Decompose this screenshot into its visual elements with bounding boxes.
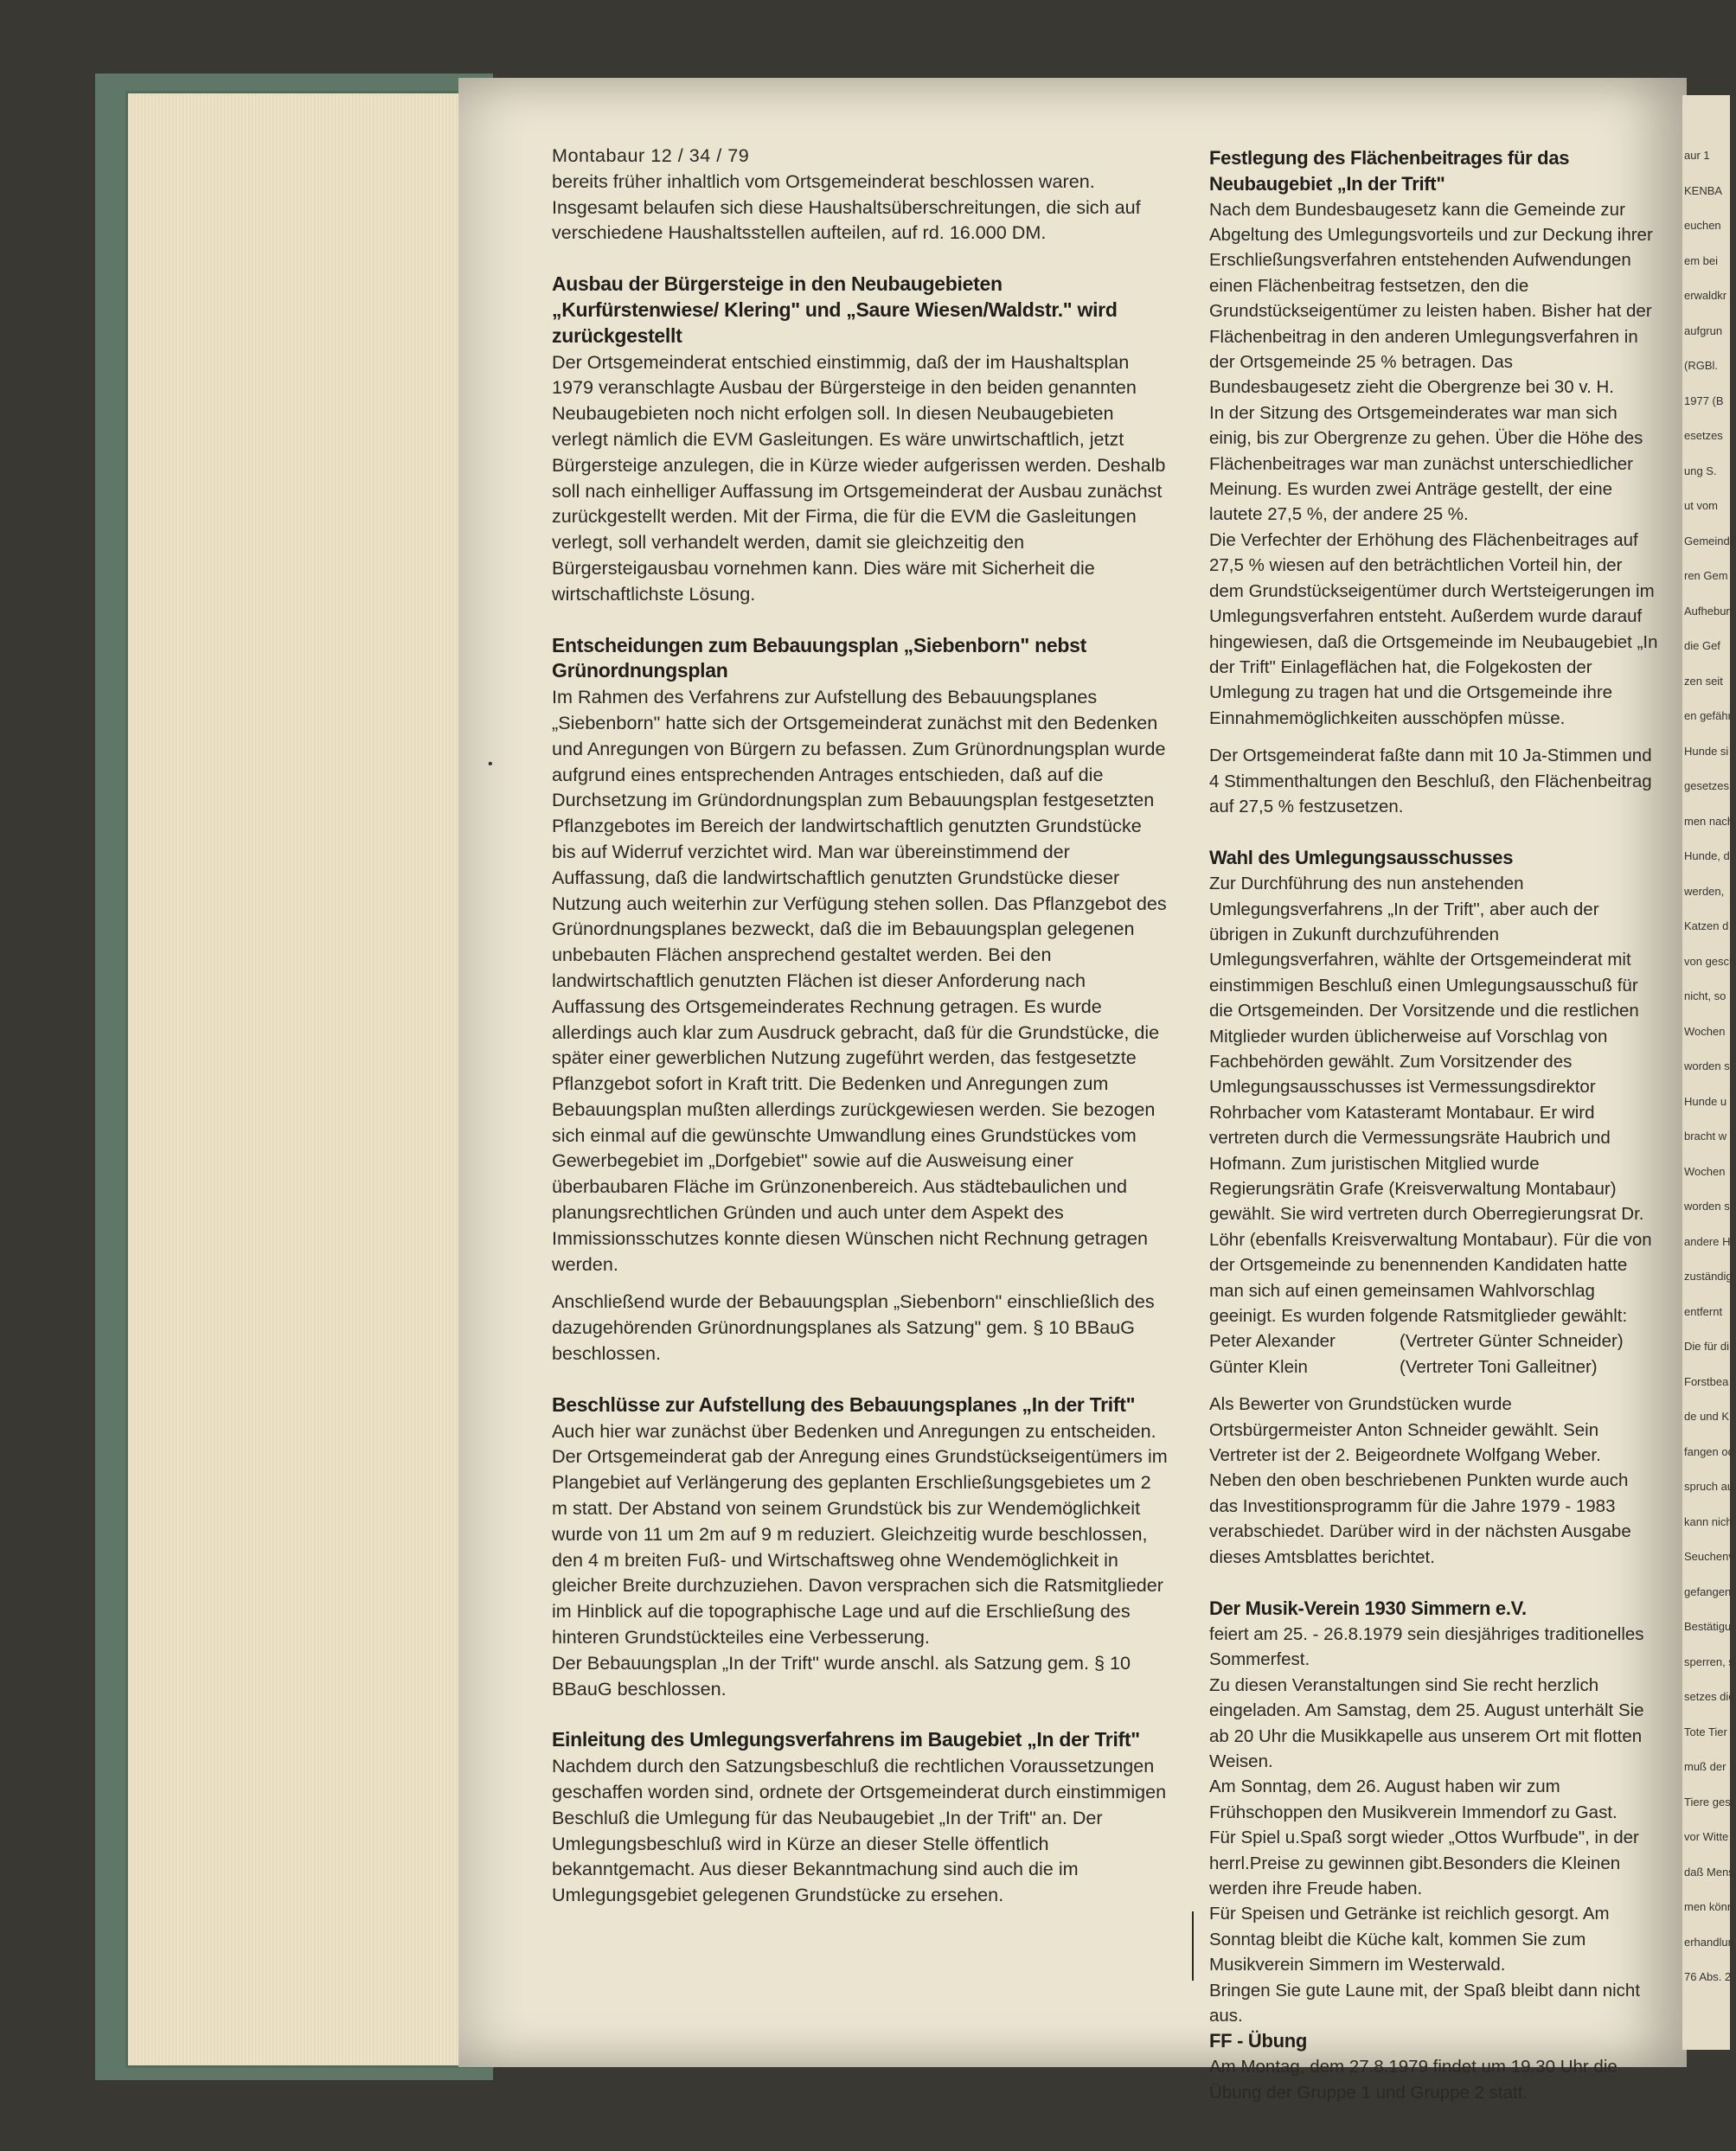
- adjacent-page-fragment: erhandlun: [1684, 1935, 1734, 1949]
- adjacent-page-fragment: spruch au: [1684, 1480, 1734, 1493]
- section-body-flaechenbeitrag-2: In der Sitzung des Ortsgemeinderates war man sich einig, bis zur Obergrenze zu gehen. Über die Höhe des Flächenbeitrages war man zunächst unterschiedlicher Meinung. Es wurden zwei Anträge gestellt, der eine lautete 27,5 %, der andere 25 %.: [1209, 402, 1643, 525]
- member-representative: (Vertreter Toni Galleitner): [1400, 1356, 1598, 1377]
- adjacent-page-fragment: Bestätigu: [1684, 1620, 1732, 1633]
- adjacent-page-fragment: gesetzes: [1684, 779, 1730, 792]
- adjacent-page-fragment: Tote Tier: [1684, 1725, 1727, 1738]
- section-body-trift-bebauungsplan-2: Der Bebauungsplan „In der Trift" wurde anschl. als Satzung gem. § 10 BBauG beschlossen.: [552, 1651, 1131, 1700]
- adjacent-page-fragment: em bei: [1684, 253, 1719, 267]
- section-title-ff-uebung: FF - Übung: [1209, 2030, 1308, 2052]
- adjacent-page-fragment: zen seit: [1684, 674, 1723, 688]
- section-title-umlegungsausschuss: Wahl des Umlegungsausschusses: [1209, 847, 1514, 869]
- adjacent-page-fragment: aufgrun: [1684, 323, 1723, 337]
- right-column: [1209, 145, 1659, 2105]
- column-rule: [1192, 1911, 1194, 1981]
- section-title-umlegungsverfahren: Einleitung des Umlegungsverfahrens im Baugebiet „In der Trift": [552, 1728, 1140, 1751]
- left-column: [552, 143, 1170, 1908]
- section-body-musikverein-2: Zu diesen Veranstaltungen sind Sie recht herzlich eingeladen. Am Samstag, dem 25. August unterhält Sie ab 20 Uhr die Musikkapelle aus unserem Ort mit flotten Weisen.: [1209, 1674, 1644, 1771]
- adjacent-page-fragment: aur 1: [1684, 149, 1710, 162]
- adjacent-page-fragment: (RGBl.: [1684, 359, 1718, 372]
- section-body-ff-uebung: Am Montag, dem 27.8.1979 findet um 19.30 Uhr die Übung der Gruppe 1 und Gruppe 2 statt.: [1209, 2057, 1617, 2103]
- adjacent-page-fragment: die Gef: [1684, 639, 1720, 652]
- adjacent-page-fragment: worden s: [1684, 1059, 1730, 1072]
- adjacent-page-fragment: en gefähr: [1684, 709, 1732, 722]
- adjacent-page-fragment: erwaldkr: [1684, 289, 1727, 302]
- adjacent-page-fragment: 1977 (B: [1684, 394, 1724, 407]
- adjacent-page-fragment: ut vom: [1684, 499, 1719, 512]
- section-body-trift-bebauungsplan: Auch hier war zunächst über Bedenken und Anregungen zu entscheiden. Der Ortsgemeinderat gab der Anregung eines Grundstückseigentümers im Plangebiet auf Verlängerung des geplanten Erschließungsgebietes um 2 m statt. Der Abstand von seinem Grundstück bis zur Wendemöglichkeit wurde von 11 um 2m auf 9 m reduziert. Gleichzeitig wurde beschlossen, den 4 m breiten Fuß- und Wirtschaftsweg ohne Wendemöglichkeit in gleicher Breite durchzuziehen. Davon versprachen sich die Ratsmitglieder im Hinblick auf die topographische Lage und auf die Erschließung des hinteren Grundstückteiles eine Verbesserung.: [552, 1419, 1168, 1648]
- section-body-flaechenbeitrag-3: Die Verfechter der Erhöhung des Flächenbeitrages auf 27,5 % wiesen auf den beträchtlichen Vorteil hin, der dem Grundstückseigentümer durch Wertsteigerungen im Umlegungsverfahren entsteht. Außerdem wurde darauf hingewiesen, daß die Ortsgemeinde im Neubaugebiet „In der Trift" Einlageflächen hat, die Folgekosten der Umlegung zu tragen hat und die Ortsgemeinde ihre Einnahmemöglichkeiten ausschöpfen müsse.: [1209, 529, 1658, 728]
- member-row: [1209, 1328, 1659, 1354]
- section-title-buergersteige: Ausbau der Bürgersteige in den Neubaugebieten „Kurfürstenwiese/ Klering" und „Saure Wiesen/Waldstr." wird zurückgestellt: [552, 272, 1118, 347]
- adjacent-page-fragment: ung S.: [1684, 464, 1717, 477]
- adjacent-page-fragment: Hunde, d: [1684, 849, 1730, 862]
- adjacent-page-fragment: men könn: [1684, 1900, 1734, 1913]
- adjacent-page-fragment: zuständig: [1684, 1270, 1733, 1283]
- adjacent-page-fragment: vor Witte: [1684, 1830, 1729, 1843]
- adjacent-page-fragment: euchen: [1684, 219, 1721, 232]
- adjacent-page-fragment: Forstbea: [1684, 1374, 1729, 1388]
- section-body-bewerter: Als Bewerter von Grundstücken wurde Ortsbürgermeister Anton Schneider gewählt. Sein Vertreter ist der 2. Beigeordnete Wolfgang Weber.: [1209, 1394, 1601, 1466]
- adjacent-page-fragment: sperren, s: [1684, 1655, 1734, 1668]
- section-body-investitionsprogramm: Neben den oben beschriebenen Punkten wurde auch das Investitionsprogramm für die Jahre 1979 - 1983 verabschiedet. Darüber wird in der nächsten Ausgabe dieses Amtsblattes berichtet.: [1209, 1470, 1631, 1567]
- adjacent-page-fragment: Wochen: [1684, 1024, 1726, 1038]
- section-body-flaechenbeitrag: Nach dem Bundesbaugesetz kann die Gemeinde zur Abgeltung des Umlegungsvorteils und zur Deckung ihrer Erschließungsverfahren entstehenden Aufwendungen einen Flächenbeitrag festsetzen, den die Grundstückseigentümer zu leisten haben. Bisher hat der Flächenbeitrag in den anderen Umlegungsverfahren in der Ortsgemeinde 25 % betragen. Das Bundesbaugesetz zieht die Obergrenze bei 30 v. H.: [1209, 199, 1653, 398]
- section-body-siebenborn: Im Rahmen des Verfahrens zur Aufstellung des Bebauungsplanes „Siebenborn" hatte sich der Ortsgemeinderat zunächst mit den Bedenken und Anregungen von Bürgern zu befassen. Zum Grünordnungsplan wurde aufgrund eines entsprechenden Antrages entschieden, daß auf die Durchsetzung im Gründordnungsplan zum Bebauungsplan festgesetzten Pflanzgebotes im Bereich der landwirtschaftlich genutzten Grundstücke bis auf Widerruf verzichtet wird. Man war übereinstimmend der Auffassung, daß die landwirtschaftlich genutzten Grundstücke dieser Nutzung auch weiterhin zur Verfügung stehen sollen. Das Pflanzgebot des Grünordnungsplanes bezweckt, daß die im Bebauungsplan gelegenen unbebauten Flächen ansprechend gestaltet werden. Bei den landwirtschaftlich genutzten Flächen ist dieser Anforderung nach Auffassung des Ortsgemeinderates Rechnung getragen. Es wurde allerdings auch klar zum Ausdruck gebracht, daß für die Grundstücke, die später einer gewerblichen Nutzung zugeführt werden, das festgesetzte Pflanzgebot sofort in Kraft tritt. Die Bedenken und Anregungen zum Bebauungsplan mußten allerdings zurückgewiesen werden. Sie bezogen sich einmal auf die gewünschte Umwandlung eines Grundstückes vom Gewerbegebiet im „Dorfgebiet" sowie auf die Ausweisung einer überbaubaren Fläche im Grünzonenbereich. Aus städtebaulichen und planungsrechtlichen Gründen und auch unter dem Aspekt des Immissionsschutzes konnte diesen Wünschen nicht Rechnung getragen werden.: [552, 686, 1167, 1275]
- section-body-buergersteige: Der Ortsgemeinderat entschied einstimmig, daß der im Haushaltsplan 1979 veranschlagte Ausbau der Bürgersteige in den beiden genannten Neubaugebieten noch nicht erfolgen soll. In diesen Neubaugebieten verlegt nämlich die EVM Gasleitungen. Es wäre unwirtschaftlich, jetzt Bürgersteige anzulegen, die in Kürze wieder aufgerissen werden. Deshalb soll nach einhelliger Auffassung im Ortsgemeinderat der Ausbau zunächst zurückgestellt werden. Mit der Firma, die für die EVM die Gasleitungen verlegt, soll verhandelt werden, damit sie gleichzeitig den Bürgersteigausbau vornehmen kann. Dies wäre mit Sicherheit die wirtschaftlichste Lösung.: [552, 350, 1166, 605]
- adjacent-page-fragment: worden s: [1684, 1200, 1730, 1213]
- adjacent-page-fragment: Katzen d: [1684, 919, 1729, 932]
- adjacent-page-fragment: de und K: [1684, 1410, 1730, 1423]
- section-title-siebenborn: Entscheidungen zum Bebauungsplan „Siebenborn" nebst Grünordnungsplan: [552, 633, 1086, 682]
- adjacent-page-fragment: werden,: [1684, 884, 1725, 898]
- section-body-umlegungsausschuss: Zur Durchführung des nun anstehenden Umlegungsverfahrens „In der Trift", aber auch der übrigen in Zukunft durchzuführenden Umlegungsverfahren, wählte der Ortsgemeinderat mit einstimmigen Beschluß einen Umlegungsausschuß für die Ortsgemeinden. Der Vorsitzende und die restlichen Mitglieder wurden üblicherweise auf Vorschlag von Fachbehörden gewählt. Zum Vorsitzender des Umlegungsausschusses ist Vermessungsdirektor Rohrbacher vom Katasteramt Montabaur. Er wird vertreten durch die Vermessungsräte Haubrich und Hofmann. Zum juristischen Mitglied wurde Regierungsrätin Grafe (Kreisverwaltung Montabaur) gewählt. Sie wird vertreten durch Oberregierungsrat Dr. Löhr (ebenfalls Kreisverwaltung Montabaur). Für die von der Ortsgemeinde zu benennenden Kandidaten hatte man sich auf einen gemeinsamen Wahlvorschlag geeinigt. Es wurden folgende Ratsmitglieder gewählt:: [1209, 874, 1652, 1327]
- adjacent-page-fragment: ren Gem: [1684, 569, 1728, 582]
- member-name: Peter Alexander: [1209, 1331, 1336, 1352]
- page-block-edge: [125, 91, 494, 2068]
- adjacent-page-fragment: Seuchenv: [1684, 1550, 1734, 1563]
- member-row: [1209, 1354, 1659, 1380]
- section-body-umlegungsverfahren: Nachdem durch den Satzungsbeschluß die rechtlichen Voraussetzungen geschaffen worden sind, ordnete der Ortsgemeinderat durch einstimmigen Beschluß die Umlegung für das Neubaugebiet „In der Trift" an. Der Umlegungsbeschluß wird in Kürze an dieser Stelle öffentlich bekanntgemacht. Aus dieser Bekanntmachung sind auch die im Umlegungsgebiet gelegenen Grundstücke zu ersehen.: [552, 1755, 1167, 1906]
- section-body-siebenborn-2: Anschließend wurde der Bebauungsplan „Siebenborn" einschließlich des dazugehörenden Grünordnungsplanes als Satzung" gem. § 10 BBauG beschlossen.: [552, 1290, 1155, 1365]
- adjacent-page-text: [1684, 138, 1736, 1995]
- adjacent-page-fragment: Hunde u: [1684, 1094, 1727, 1108]
- section-body-musikverein: feiert am 25. - 26.8.1979 sein diesjähriges traditionelles Sommerfest.: [1209, 1623, 1644, 1670]
- adjacent-page-fragment: daß Mens: [1684, 1865, 1734, 1879]
- adjacent-page-fragment: nicht, so: [1684, 989, 1726, 1002]
- adjacent-page-fragment: KENBA: [1684, 183, 1723, 197]
- section-body-musikverein-4: Für Spiel u.Spaß sorgt wieder „Ottos Wurfbude", in der herrl.Preise zu gewinnen gibt.Besonders die Kleinen werden ihre Freude haben.: [1209, 1828, 1639, 1898]
- adjacent-page-fragment: von gesch: [1684, 954, 1736, 968]
- adjacent-page-fragment: Gemeinde: [1684, 534, 1736, 547]
- section-body-flaechenbeitrag-4: Der Ortsgemeinderat faßte dann mit 10 Ja-Stimmen und 4 Stimmenthaltungen den Beschluß, den Flächenbeitrag auf 27,5 % festzusetzen.: [1209, 746, 1652, 816]
- page-header: Montabaur 12 / 34 / 79: [552, 144, 750, 166]
- member-name: Günter Klein: [1209, 1356, 1308, 1377]
- section-body-musikverein-5: Für Speisen und Getränke ist reichlich gesorgt. Am Sonntag bleibt die Küche kalt, kommen Sie zum Musikverein Simmern im Westerwald.: [1209, 1904, 1610, 1975]
- adjacent-page-fragment: Hunde si: [1684, 744, 1729, 758]
- adjacent-page-fragment: kann nich: [1684, 1514, 1733, 1528]
- adjacent-page-fragment: andere H: [1684, 1234, 1731, 1248]
- adjacent-page-fragment: men nach: [1684, 814, 1734, 828]
- adjacent-page-fragment: Wochen: [1684, 1164, 1726, 1178]
- section-title-flaechenbeitrag: Festlegung des Flächenbeitrages für das Neubaugebiet „In der Trift": [1209, 147, 1570, 195]
- adjacent-page-edge: [1682, 95, 1736, 2050]
- section-title-trift-bebauungsplan: Beschlüsse zur Aufstellung des Bebauungsplanes „In der Trift": [552, 1392, 1136, 1416]
- margin-mark: •: [488, 757, 493, 771]
- adjacent-page-fragment: setzes die: [1684, 1690, 1735, 1703]
- adjacent-page-fragment: gefangen: [1684, 1584, 1732, 1598]
- section-title-musikverein: Der Musik-Verein 1930 Simmern e.V.: [1209, 1597, 1527, 1620]
- adjacent-page-fragment: bracht w: [1684, 1130, 1727, 1143]
- intro-paragraph: bereits früher inhaltlich vom Ortsgemeinderat beschlossen waren. Insgesamt belaufen sich diese Haushaltsüberschreitungen, die sich auf verschiedene Haushaltsstellen aufteilen, auf rd. 16.000 DM.: [552, 170, 1141, 244]
- adjacent-page-fragment: muß der: [1684, 1760, 1726, 1773]
- adjacent-page-fragment: esetzes: [1684, 429, 1723, 442]
- adjacent-page-fragment: 76 Abs. 2: [1684, 1970, 1732, 1983]
- adjacent-page-fragment: Tiere gest: [1684, 1795, 1734, 1809]
- member-representative: (Vertreter Günter Schneider): [1400, 1331, 1624, 1352]
- adjacent-page-fragment: Die für di: [1684, 1340, 1730, 1353]
- adjacent-page-fragment: Aufhebun: [1684, 604, 1733, 618]
- adjacent-page-fragment: entfernt: [1684, 1304, 1723, 1318]
- section-body-musikverein-3: Am Sonntag, dem 26. August haben wir zum Frühschoppen den Musikverein Immendorf zu Gast.: [1209, 1776, 1617, 1822]
- adjacent-page-fragment: fangen od: [1684, 1444, 1734, 1458]
- section-body-musikverein-6: Bringen Sie gute Laune mit, der Spaß bleibt dann nicht aus.: [1209, 1980, 1641, 2026]
